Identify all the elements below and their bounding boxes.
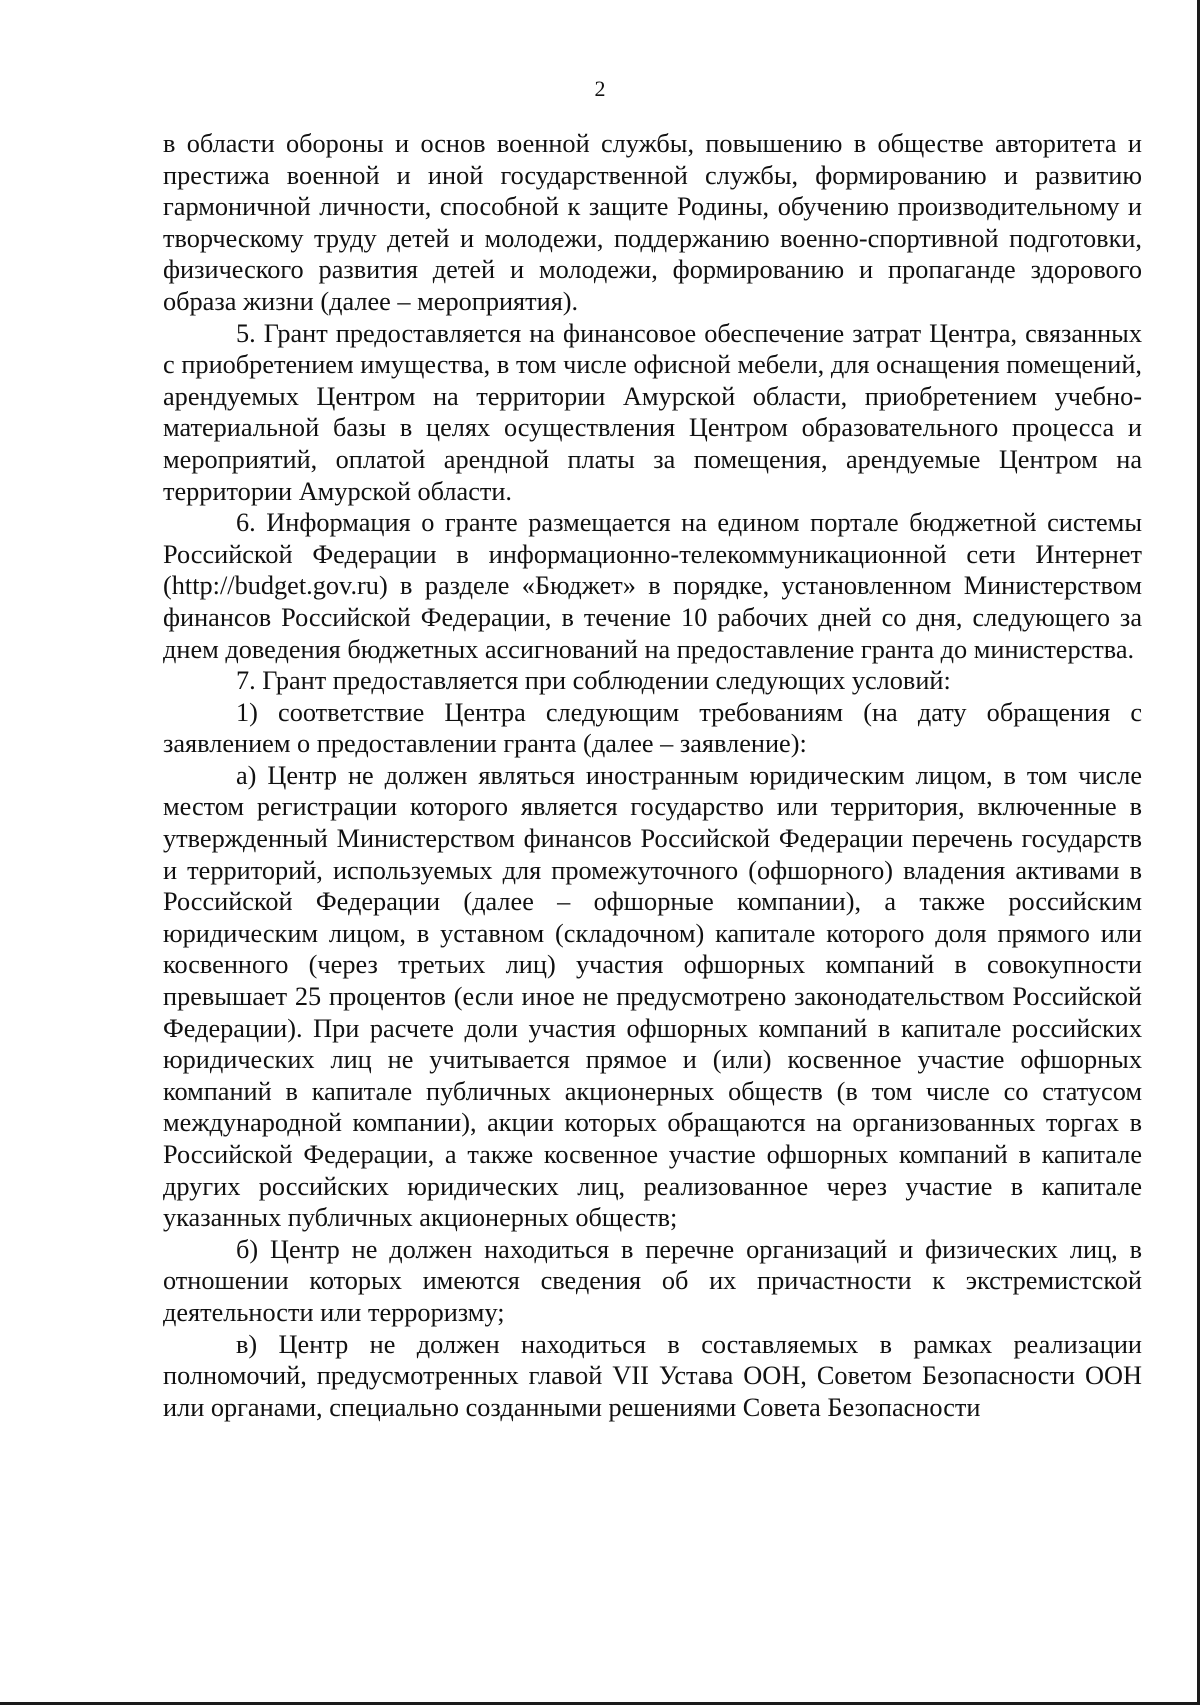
paragraph-6: 6. Информация о гранте размещается на едином портале бюджетной системы Российской Федерации в информационно-телекоммуникационной сети Интернет (http://budget.gov.ru) в разделе «Бюджет» в порядке, установленном Министерством финансов Российской Федерации, в течение 10 рабочих дней со дня, следующего за днем доведения бюджетных ассигнований на предоставление гранта до министерства.: [163, 508, 1142, 664]
paragraph-7-item-1-b: б) Центр не должен находиться в перечне организаций и физических лиц, в отношении которых имеются сведения об их причастности к экстремистской деятельности или терроризму;: [163, 1234, 1142, 1327]
page-number: 2: [594, 76, 606, 101]
paragraph-7-item-1-a: а) Центр не должен являться иностранным юридическим лицом, в том числе местом регистрации которого является государство или территория, включенные в утвержденный Министерством финансов Российской Федерации перечень государств и территорий, используемых для промежуточного (офшорного) владения активами в Российской Федерации (далее – офшорные компании), а также российским юридическим лицом, в уставном (складочном) капитале которого доля прямого или косвенного (через третьих лиц) участия офшорных компаний в совокупности превышает 25 процентов (если иное не предусмотрено законодательством Российской Федерации). При расчете доли участия офшорных компаний в капитале российских юридических лиц не учитывается прямое и (или) косвенное участие офшорных компаний в капитале публичных акционерных обществ (в том числе со статусом международной компании), акции которых обращаются на организованных торгах в Российской Федерации, а также косвенное участие офшорных компаний в капитале других российских юридических лиц, реализованное через участие в капитале указанных публичных акционерных обществ;: [163, 760, 1142, 1233]
document-body: [163, 128, 1142, 1423]
paragraph-7: 7. Грант предоставляется при соблюдении следующих условий:: [236, 666, 951, 696]
paragraph-7-item-1-v: в) Центр не должен находиться в составляемых в рамках реализации полномочий, предусмотренных главой VII Устава ООН, Советом Безопасности ООН или органами, специально созданными решениями Совета Безопасности: [163, 1329, 1142, 1422]
paragraph-continuation: в области обороны и основ военной службы, повышению в обществе авторитета и престижа военной и иной государственной службы, формированию и развитию гармоничной личности, способной к защите Родины, обучению производительному и творческому труду детей и молодежи, поддержанию военно-спортивной подготовки, физического развития детей и молодежи, формированию и пропаганде здорового образа жизни (далее – мероприятия).: [163, 129, 1142, 316]
paragraph-7-item-1: 1) соответствие Центра следующим требованиям (на дату обращения с заявлением о предоставлении гранта (далее – заявление):: [163, 697, 1142, 759]
paragraph-5: 5. Грант предоставляется на финансовое обеспечение затрат Центра, связанных с приобретением имущества, в том числе офисной мебели, для оснащения помещений, арендуемых Центром на территории Амурской области, приобретением учебно-материальной базы в целях осуществления Центром образовательного процесса и мероприятий, оплатой арендной платы за помещения, арендуемые Центром на территории Амурской области.: [163, 318, 1142, 506]
